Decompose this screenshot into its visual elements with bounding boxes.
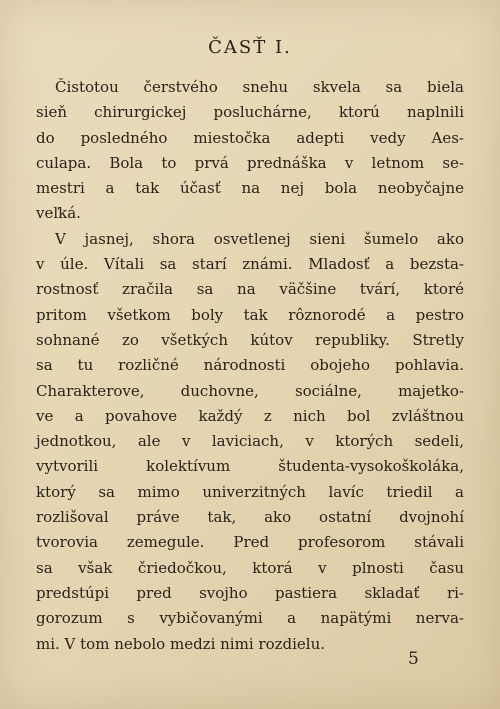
text-line: sieň chirurgickej posluchárne, ktorú naplnili (36, 103, 464, 122)
chapter-title: ČASŤ I. (208, 37, 292, 58)
text-line: jednotkou, ale v laviciach, v ktorých sedeli, (36, 432, 464, 451)
text-line: rostnosť zračila sa na väčšine tvárí, ktoré (36, 280, 464, 299)
text-line: Čistotou čerstvého snehu skvela sa biela (55, 78, 464, 96)
text-line: sohnané zo všetkých kútov republiky. Stretly (36, 330, 464, 349)
paragraph-2 (36, 227, 464, 657)
text-line: rozlišoval práve tak, ako ostatní dvojnohí (36, 508, 464, 527)
text-line: vytvorili kolektívum študenta-vysokoškoláka, (36, 457, 464, 476)
text-line: do posledného miestočka adepti vedy Aes- (36, 128, 464, 147)
text-line: mi. V tom nebolo medzi nimi rozdielu. (36, 634, 325, 653)
text-line: Charakterove, duchovne, sociálne, majetko- (36, 381, 464, 400)
text-line: ve a povahove každý z nich bol zvláštnou (36, 406, 464, 425)
paragraph-1 (36, 75, 464, 227)
text-line: pritom všetkom boly tak rôznorodé a pestro (36, 305, 464, 324)
text-line: V jasnej, shora osvetlenej sieni šumelo ako (55, 229, 464, 248)
text-line: gorozum s vybičovanými a napätými nerva- (36, 609, 464, 628)
page-number: 5 (408, 649, 419, 669)
text-line: ktorý sa mimo univerzitných lavíc triedil a (36, 482, 464, 501)
text-line: culapa. Bola to prvá prednáška v letnom se- (36, 153, 464, 172)
body-text (36, 75, 464, 657)
text-line: v úle. Vítali sa starí známi. Mladosť a bezsta- (36, 255, 464, 274)
text-line: predstúpi pred svojho pastiera skladať ri- (36, 583, 464, 602)
text-line: sa tu rozličné národnosti obojeho pohlavia. (36, 356, 464, 375)
text-line: mestri a tak účasť na nej bola neobyčajne (36, 179, 464, 198)
text-line: veľká. (36, 204, 81, 223)
text-line: sa však čriedočkou, ktorá v plnosti času (36, 558, 464, 577)
text-line: tvorovia zemegule. Pred profesorom stávali (36, 533, 464, 552)
